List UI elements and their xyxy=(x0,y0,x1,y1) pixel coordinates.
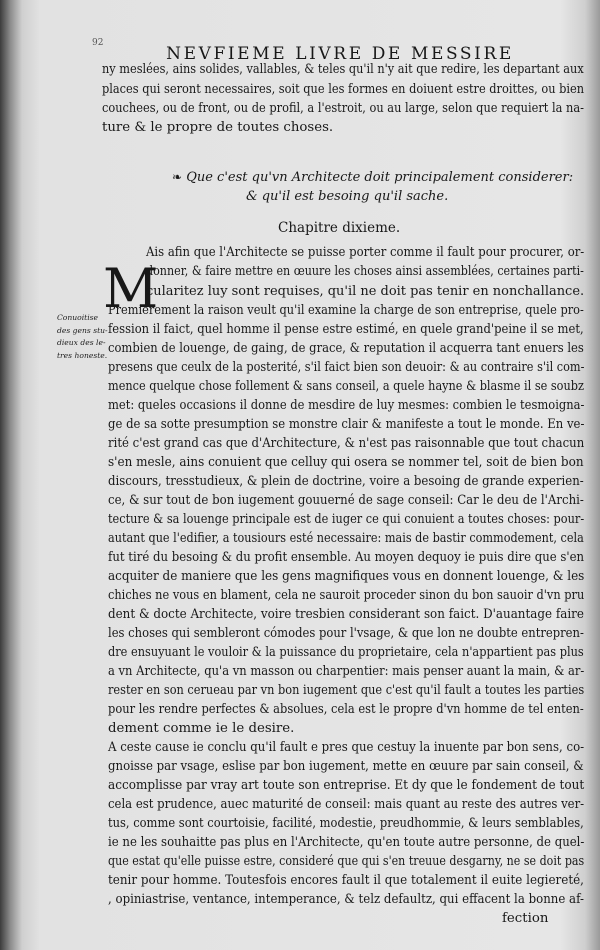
text-line: discours, tresstudieux, & plein de doctrine, voire a besoing de grande experien- xyxy=(108,474,584,489)
text-line: Premierement la raison veult qu'il examine la charge de son entreprise, quele pro- xyxy=(108,303,584,318)
section-heading-text: Que c'est qu'vn Architecte doit principalement considerer: xyxy=(186,170,574,185)
margin-note-line: dieux des le- xyxy=(57,338,106,347)
text-line: fut tiré du besoing & du profit ensemble. Au moyen dequoy ie puis dire que s'en xyxy=(108,550,585,565)
text-line: ge de sa sotte presumption se monstre clair & manifeste a tout le monde. En ve- xyxy=(108,417,585,432)
text-line: cularitez luy sont requises, qu'il ne doit pas tenir en nonchallance. xyxy=(146,284,585,299)
text-line: ture & le propre de toutes choses. xyxy=(102,120,334,135)
text-line: chiches ne vous en blament, cela ne sauroit proceder sinon du bon sauoir d'vn pru xyxy=(108,588,585,603)
text-line: tecture & sa louenge principale est de iuger ce qui conuient a toutes choses: pour- xyxy=(108,512,585,527)
text-line: couchees, ou de front, ou de profil, a l'estroit, ou au large, selon que requiert la na- xyxy=(102,101,584,116)
text-line: combien de louenge, de gaing, de grace, & reputation il acquerra tant enuers les xyxy=(108,341,584,356)
text-line: dre ensuyuant le vouloir & la puissance du proprietaire, cela n'appartient pas plus xyxy=(108,645,584,660)
text-line: mence quelque chose follement & sans conseil, a quele hayne & blasme il se soubz xyxy=(108,379,584,394)
text-line: gnoisse par vsage, eslise par bon iugement, mette en œuure par sain conseil, & xyxy=(108,759,584,774)
drop-cap: M xyxy=(103,257,159,320)
text-line: rité c'est grand cas que d'Architecture, & n'est pas raisonnable que tout chacun xyxy=(108,436,585,451)
margin-note-line: Conuoitise xyxy=(57,313,99,322)
text-line: tus, comme sont courtoisie, facilité, modestie, preudhommie, & leurs semblables, xyxy=(108,816,584,831)
margin-note-line: des gens stu- xyxy=(57,325,108,335)
text-line: s'en mesle, ains conuient que celluy qui osera se nommer tel, soit de bien bon xyxy=(108,455,584,470)
margin-note-line: tres honeste. xyxy=(57,350,108,360)
margin-note xyxy=(57,312,108,362)
catchword: fection xyxy=(502,911,549,926)
text-line: Ais afin que l'Architecte se puisse porter comme il fault pour procurer, or- xyxy=(146,245,585,260)
text-line: met: queles occasions il donne de mesdire de luy mesmes: combien le tesmoigna- xyxy=(108,398,585,413)
text-line: ie ne les souhaitte pas plus en l'Architecte, qu'en toute autre personne, de quel- xyxy=(108,835,585,850)
chapter-title: Chapitre dixieme. xyxy=(278,220,401,236)
section-heading-line-1 xyxy=(172,170,573,185)
text-line: ce, & sur tout de bon iugement gouuerné de sage conseil: Car le deu de l'Archi- xyxy=(108,493,584,508)
text-line: que estat qu'elle puisse estre, consideré que qui s'en treuue desgarny, ne se doit pas xyxy=(108,854,585,869)
text-line: autant que l'edifier, a tousiours esté necessaire: mais de bastir commodement, cela xyxy=(108,531,584,546)
folio-number: 92 xyxy=(92,38,104,48)
text-line: presens que ceulx de la posterité, s'il faict bien son deuoir: & au contraire s'il com- xyxy=(108,360,585,375)
fleuron-icon: ❧ xyxy=(172,170,183,184)
running-head: NEVFIEME LIVRE DE MESSIRE xyxy=(166,44,514,64)
text-line: a vn Architecte, qu'a vn masson ou charpentier: mais penser auant la main, & ar- xyxy=(108,664,585,679)
text-line: cela est prudence, auec maturité de conseil: mais quant au reste des autres ver- xyxy=(108,797,585,812)
text-line: rester en son cerueau par vn bon iugement que c'est qu'il fault a toutes les parties xyxy=(108,683,585,698)
text-line: fession il faict, quel homme il pense estre estimé, en quele grand'peine il se met, xyxy=(108,322,584,337)
section-heading-line-2: & qu'il est besoing qu'il sache. xyxy=(246,189,449,204)
text-line: dement comme ie le desire. xyxy=(108,721,295,736)
text-line: , opiniastrise, ventance, intemperance, & telz defaultz, qui effacent la bonne af- xyxy=(108,892,584,907)
text-line: accomplisse par vray art toute son entreprise. Et dy que le fondement de tout xyxy=(108,778,585,793)
text-line: acquiter de maniere que les gens magnifiques vous en donnent louenge, & les xyxy=(108,569,585,584)
text-line: pour les rendre perfectes & absolues, cela est le propre d'vn homme de tel enten- xyxy=(108,702,584,717)
text-line: A ceste cause ie conclu qu'il fault e pres que cestuy la inuente par bon sens, co- xyxy=(108,740,585,755)
text-line: ny meslées, ains solides, vallables, & teles qu'il n'y ait que redire, les departant aux xyxy=(102,62,584,77)
text-line: dent & docte Architecte, voire tresbien considerant son faict. D'auantage faire xyxy=(108,607,584,622)
text-line: les choses qui sembleront cómodes pour l'vsage, & que lon ne doubte entrepren- xyxy=(108,626,584,641)
text-line: places qui seront necessaires, soit que les formes en doiuent estre droittes, ou bien xyxy=(102,82,585,97)
text-line: donner, & faire mettre en œuure les choses ainsi assemblées, certaines parti- xyxy=(146,264,584,279)
text-line: tenir pour homme. Toutesfois encores fault il que totalement il euite legiereté, xyxy=(108,873,584,888)
